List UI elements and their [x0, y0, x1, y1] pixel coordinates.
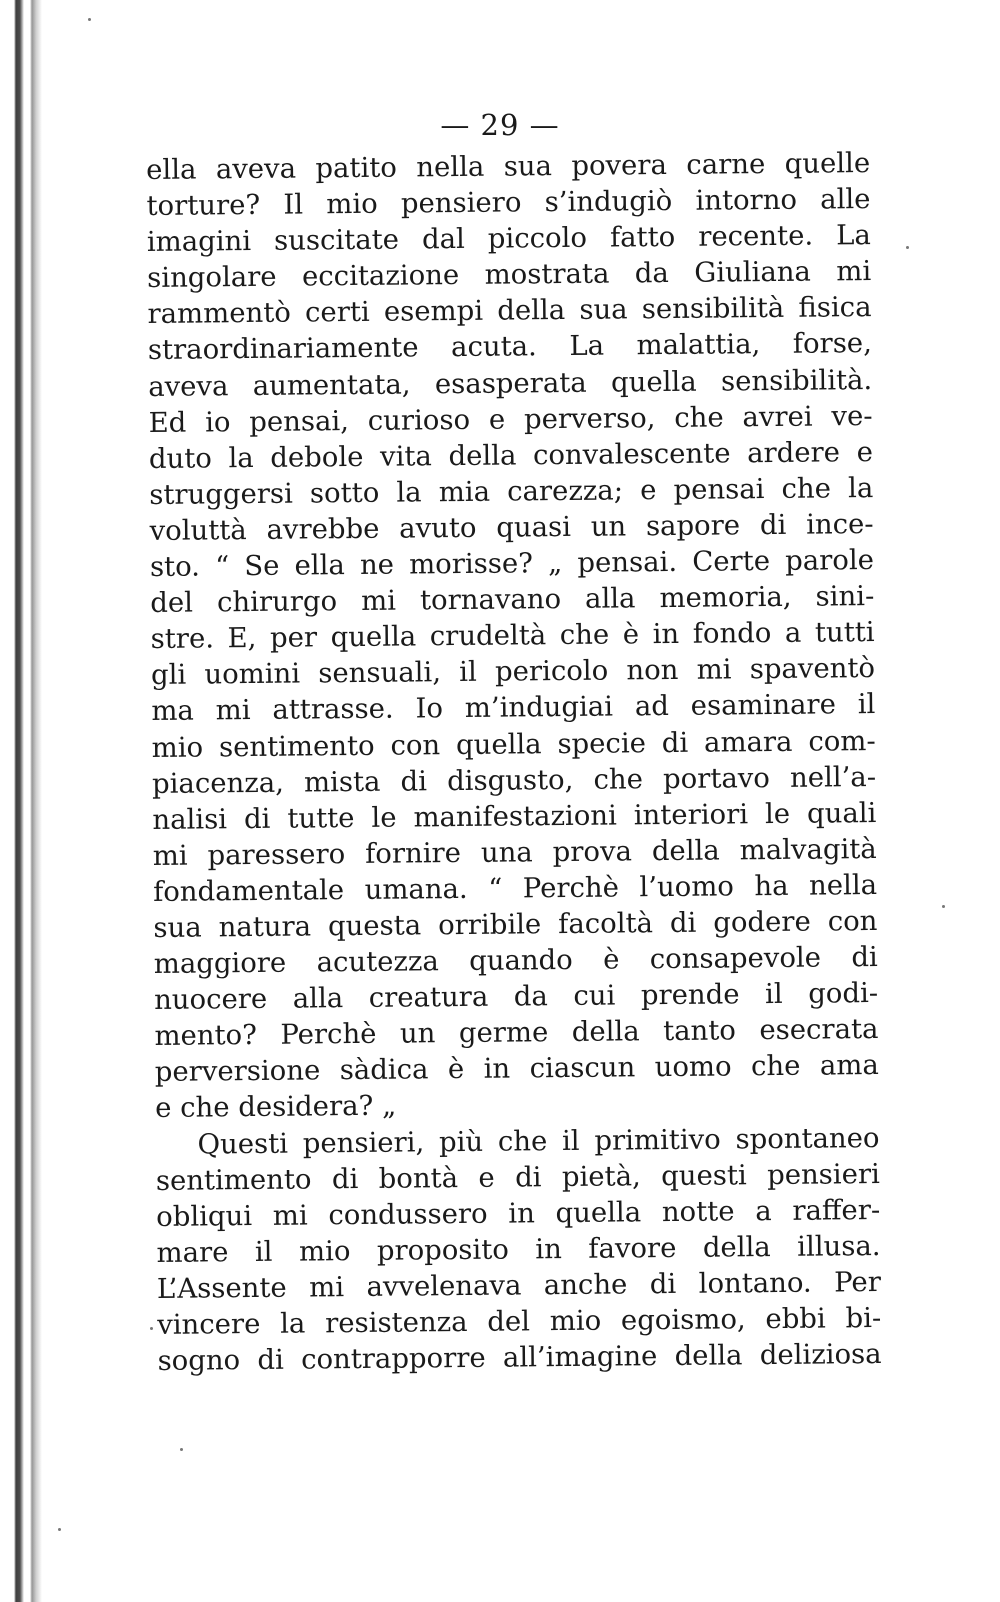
text-line: gli uomini sensuali, il pericolo non mi spaventò — [150, 652, 876, 692]
text-line: imagini suscitate dal piccolo fatto recente. La — [146, 219, 871, 259]
text-line: singolare eccitazione mostrata da Giuliana mi — [147, 255, 872, 295]
text-line: mio sentimento con quella specie di amara com- — [151, 724, 876, 764]
paper-speck — [150, 1327, 153, 1330]
text-line: L’Assente mi avvelenava anche di lontano. Per — [156, 1265, 882, 1305]
paper-speck — [180, 1448, 183, 1451]
text-line: maggiore acutezza quando è consapevole di — [153, 941, 878, 981]
body-text — [146, 145, 882, 1379]
text-line: nalisi di tutte le manifestazioni interiori le quali — [152, 796, 877, 836]
text-line: aveva aumentata, esasperata quella sensibilità. — [148, 363, 873, 403]
text-line: mi paressero fornire una prova della malvagità — [152, 832, 877, 872]
text-line: Questi pensieri, più che il primitivo spontaneo — [197, 1121, 880, 1161]
text-line: ma mi attrasse. Io m’indugiai ad esaminare il — [151, 688, 876, 728]
text-line: duto la debole vita della convalescente ardere e — [148, 435, 874, 475]
text-line: vincere la resistenza del mio egoismo, ebbi bi- — [157, 1301, 882, 1341]
paper-speck — [58, 1528, 61, 1531]
text-line: sua natura questa orribile facoltà di godere con — [153, 904, 878, 944]
text-line: ella aveva patito nella sua povera carne quelle — [146, 147, 871, 186]
text-line: rammentò certi esempi della sua sensibilità fisica — [147, 291, 872, 331]
text-line: sto. “ Se ella ne morisse? „ pensai. Certe parole — [149, 544, 875, 584]
text-line: sentimento di bontà e di pietà, questi pensieri — [155, 1157, 880, 1197]
text-line: struggersi sotto la mia carezza; e pensai che la — [149, 471, 874, 511]
book-binding-edge — [0, 0, 42, 1602]
text-line: Ed io pensai, curioso e perverso, che avrei ve- — [148, 399, 873, 439]
text-line: perversione sàdica è in ciascun uomo che ama — [154, 1049, 879, 1089]
page-number: — 29 — — [440, 108, 560, 142]
text-line: piacenza, mista di disgusto, che portavo nell’a- — [151, 760, 877, 800]
text-line: mare il mio proposito in favore della illusa. — [156, 1229, 881, 1269]
text-line: obliqui mi condussero in quella notte a raffer- — [156, 1193, 881, 1233]
text-line: nuocere alla creatura da cui prende il godi- — [153, 977, 879, 1017]
paper-speck — [942, 905, 945, 908]
paper-speck — [906, 246, 909, 249]
text-line: sogno di contrapporre all’imagine della deliziosa — [157, 1338, 882, 1378]
text-line: mento? Perchè un germe della tanto esecrata — [154, 1013, 879, 1053]
text-line: stre. E, per quella crudeltà che è in fondo a tutti — [150, 616, 875, 656]
text-line: torture? Il mio pensiero s’indugiò intorno alle — [146, 183, 871, 223]
text-line: fondamentale umana. “ Perchè l’uomo ha nella — [152, 868, 878, 908]
text-line: del chirurgo mi tornavano alla memoria, sini- — [150, 580, 875, 620]
text-line: straordinariamente acuta. La malattia, forse, — [147, 327, 873, 367]
text-line: e che desidera? „ — [155, 1090, 397, 1125]
paper-speck — [88, 18, 91, 21]
text-line: voluttà avrebbe avuto quasi un sapore di ince- — [149, 507, 874, 547]
